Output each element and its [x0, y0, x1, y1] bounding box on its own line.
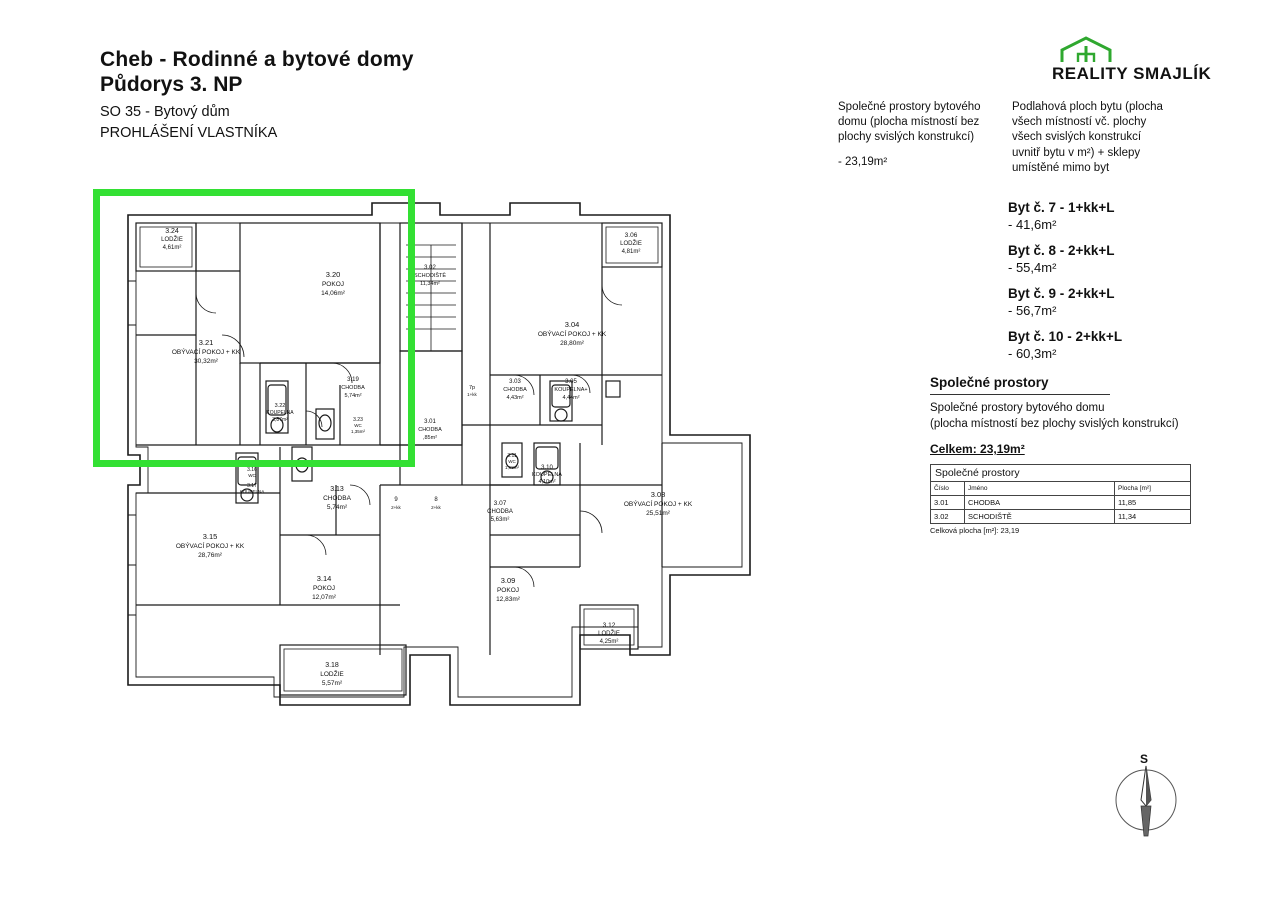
table-row — [931, 496, 1191, 510]
table-row — [931, 510, 1191, 524]
room-name: POKOJ — [321, 281, 345, 288]
room-number: 3.05 — [565, 379, 577, 385]
room-number: 3.01 — [424, 419, 436, 425]
room-number: 3.16 — [247, 467, 257, 473]
cell-name: SCHODIŠTĚ — [965, 510, 1115, 524]
room-name: POKOJ — [312, 585, 336, 592]
common-spaces-line1: Společné prostory bytového domu — [930, 402, 1105, 414]
common-spaces-line2: (plocha místností bez plochy svislých konstrukcí) — [930, 417, 1179, 430]
door-tag: 9 — [394, 497, 398, 503]
room-name: OBÝVACÍ POKOJ + KK — [175, 543, 245, 550]
compass — [1108, 752, 1184, 842]
room-name: POKOJ — [496, 587, 520, 594]
table-caption: Společné prostory — [930, 464, 1191, 481]
room-number: 3.08 — [650, 490, 666, 499]
page-subtitle: Půdorys 3. NP — [100, 72, 243, 96]
room-number: 3.11 — [507, 453, 517, 459]
list-item — [1008, 286, 1238, 319]
room-area: 12,83m² — [496, 596, 520, 603]
room-number: 3.13 — [330, 486, 344, 493]
common-area-value: - 23,19m² — [838, 156, 888, 168]
room-number: 3.14 — [316, 574, 332, 583]
room-area: 4,61m² — [162, 245, 182, 251]
floor-area-note: Podlahová ploch bytu (plocha všech místností vč. plochy všech svislých konstrukcí uvnitř bytu v m²) + sklepy umístěné mimo byt — [1012, 101, 1163, 174]
unit-area: - 55,4m² — [1008, 260, 1057, 275]
room-number: 3.18 — [325, 662, 339, 669]
room-area: 4,10m² — [538, 479, 556, 485]
room-number: 3.20 — [325, 270, 341, 279]
cell-area: 11,85 — [1115, 496, 1191, 510]
room-name: OBÝVACÍ POKOJ + KK — [171, 349, 241, 356]
room-area: 4,81m² — [621, 249, 641, 255]
room-number: 3.22 — [274, 403, 286, 409]
room-area: 28,80m² — [560, 340, 584, 347]
list-item — [1008, 200, 1238, 233]
room-area: 4,44m² — [562, 395, 580, 401]
compass-north-label: S — [1140, 752, 1149, 766]
room-name: CHODBA — [341, 385, 365, 391]
room-number: 3.24 — [165, 228, 179, 235]
room-name: KOUPELNA — [532, 472, 562, 478]
unit-area: - 41,6m² — [1008, 216, 1057, 232]
room-name: LODŽIE — [598, 631, 620, 637]
room-area: 11,34m² — [420, 281, 440, 287]
room-number: 3.19 — [347, 377, 359, 383]
room-number: 3.21 — [198, 338, 214, 347]
cell-name: CHODBA — [965, 496, 1115, 510]
cell-area: 11,34 — [1115, 510, 1191, 524]
room-area: 4,43m² — [506, 395, 524, 401]
page-title: Cheb - Rodinné a bytové domy — [100, 48, 414, 71]
cell-number: 3.02 — [931, 510, 965, 524]
unit-list — [1008, 200, 1238, 373]
common-spaces-heading: Společné prostory — [930, 375, 1049, 390]
logo-text: REALITY SMAJLÍK — [1052, 64, 1212, 83]
room-name: OBÝVACÍ POKOJ + KK — [537, 331, 607, 338]
room-area: 3,87m² — [272, 417, 288, 423]
room-area: 25,51m² — [646, 510, 670, 517]
unit-area: - 56,7m² — [1008, 303, 1057, 319]
room-number: 3.06 — [624, 232, 638, 239]
declaration-label: PROHLÁŠENÍ VLASTNÍKA — [100, 124, 278, 141]
room-name: KOUPELNA — [266, 410, 294, 416]
company-logo — [1052, 36, 1212, 92]
room-name: KOUPELNA — [239, 489, 265, 494]
room-name: CHODBA — [323, 495, 351, 502]
room-name: CHODBA — [487, 509, 513, 515]
unit-name: Byt č. 9 - 2+kk+L — [1008, 286, 1115, 302]
list-item — [1008, 243, 1238, 276]
col-header-area: Plocha [m²] — [1115, 482, 1191, 496]
table-total-row: Celková plocha [m²]: 23,19 — [930, 526, 1020, 536]
room-name: WC — [508, 459, 516, 464]
room-name: CHODBA — [418, 427, 442, 433]
room-number: 3.07 — [493, 500, 507, 507]
list-item — [1008, 329, 1238, 362]
room-name: OBÝVACÍ POKOJ + KK — [623, 501, 693, 508]
divider — [930, 394, 1110, 395]
title-block — [100, 48, 620, 144]
door-tag-sub: 1+kk — [467, 392, 477, 397]
cell-number: 3.01 — [931, 496, 965, 510]
unit-name: Byt č. 7 - 1+kk+L — [1008, 200, 1115, 215]
room-number: 3.15 — [202, 532, 218, 541]
floorplan-drawing — [110, 185, 790, 715]
room-area: 14,06m² — [321, 290, 345, 297]
room-area: 30,32m² — [194, 358, 218, 365]
room-number: 3.12 — [602, 622, 616, 629]
common-area-note: Společné prostory bytového domu (plocha místností bez plochy svislých konstrukcí) — [838, 101, 981, 144]
room-area: 1,68m² — [504, 465, 520, 470]
room-number: 3.23 — [353, 417, 363, 423]
room-name: CHODBA — [503, 387, 527, 393]
room-name: LODŽIE — [620, 241, 642, 247]
room-number: 3.04 — [564, 320, 580, 329]
room-name: WC — [248, 473, 256, 478]
unit-area: - 60,3m² — [1008, 346, 1057, 362]
room-number: 3.03 — [509, 379, 521, 385]
house-icon — [1056, 36, 1206, 66]
floorplan-svg — [110, 185, 790, 715]
room-name: WC — [354, 423, 362, 428]
room-area: 5,57m² — [321, 680, 343, 687]
col-header-number: Číslo — [931, 482, 965, 496]
room-area: 4,25m² — [599, 639, 619, 645]
room-name: KOUPELNA+ — [554, 387, 588, 393]
room-name: SCHODIŠTĚ — [413, 273, 447, 279]
room-name: LODŽIE — [161, 237, 183, 243]
door-tag-sub: 2+kk — [431, 505, 441, 510]
room-area: 5,63m² — [490, 517, 510, 523]
col-header-name: Jméno — [965, 482, 1115, 496]
room-name: LODŽIE — [320, 671, 344, 678]
building-label: SO 35 - Bytový dům — [100, 103, 230, 120]
room-area: 12,07m² — [312, 594, 336, 601]
common-spaces-total: Celkem: 23,19m² — [930, 442, 1025, 457]
door-tag-sub: 2+kk — [391, 505, 401, 510]
room-area: 1,35m² — [350, 429, 366, 434]
room-area: 5,74m² — [326, 504, 348, 511]
common-spaces-table — [930, 464, 1191, 524]
room-number: 3.09 — [500, 576, 516, 585]
unit-name: Byt č. 8 - 2+kk+L — [1008, 243, 1115, 259]
door-tag: 7p — [468, 385, 476, 391]
room-number: 3.10 — [541, 465, 553, 471]
common-spaces-panel — [930, 375, 1230, 535]
room-area: 5,74m² — [344, 393, 362, 399]
room-area: ,85m² — [422, 435, 438, 441]
room-number: 3.02 — [424, 265, 436, 271]
room-number: 3.17 — [247, 483, 257, 489]
unit-name: Byt č. 10 - 2+kk+L — [1008, 329, 1123, 345]
room-area: 28,76m² — [198, 552, 222, 559]
table-header-row — [931, 482, 1191, 496]
door-tag: 8 — [434, 497, 438, 503]
